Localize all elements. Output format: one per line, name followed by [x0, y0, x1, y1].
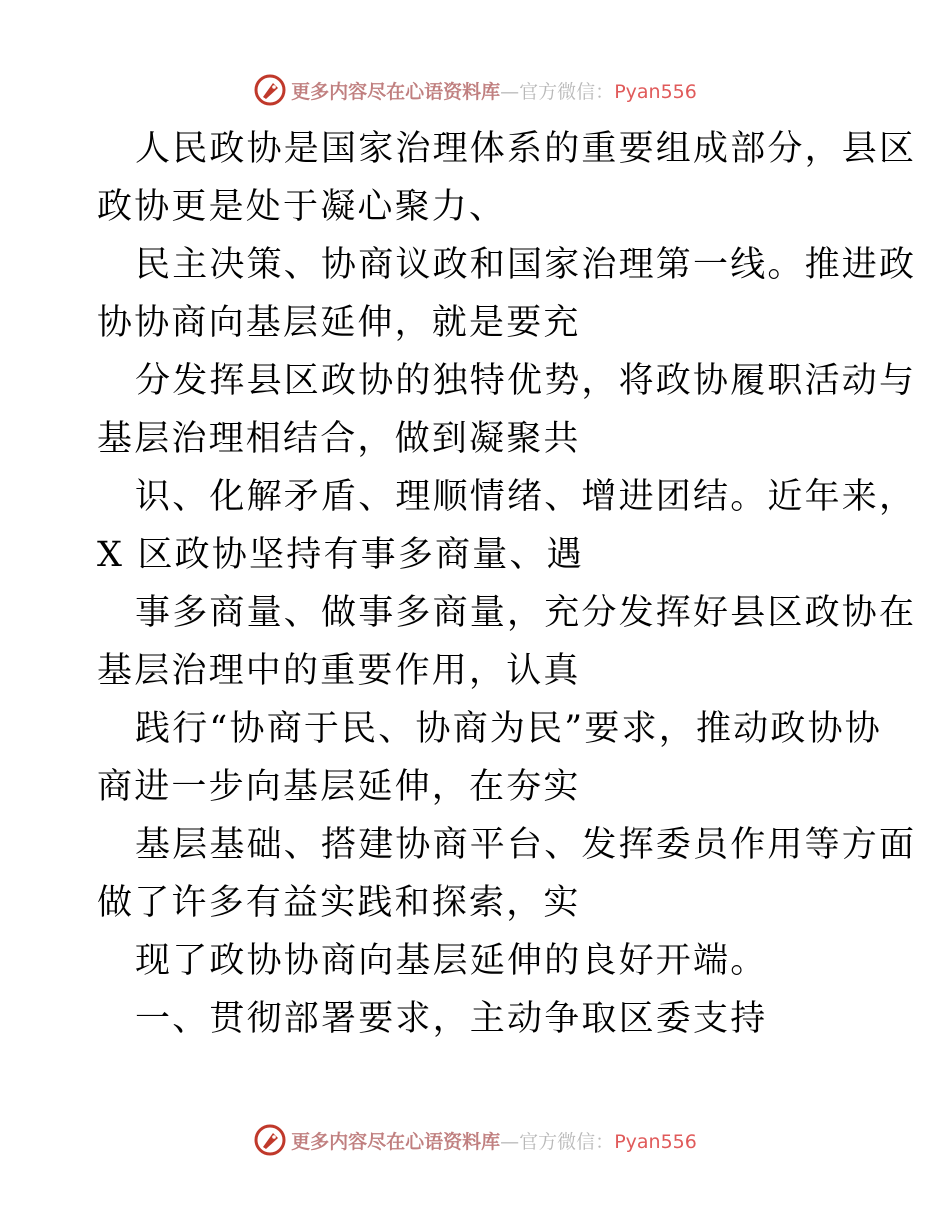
body-line: 分发挥县区政协的独特优势，将政协履职活动与 [135, 361, 917, 401]
watermark-main: 更多内容尽在心语资料库 [291, 1130, 501, 1153]
watermark-text [291, 1127, 697, 1154]
watermark-main: 更多内容尽在心语资料库 [291, 80, 501, 103]
body-line: 事多商量、做事多商量，充分发挥好县区政协在 [135, 593, 917, 633]
document-body [97, 120, 917, 1048]
watermark-wechat-id: Pyan556 [614, 1130, 697, 1153]
body-line: 基层治理相结合，做到凝聚共 [97, 419, 581, 459]
body-line: 践行“协商于民、协商为民”要求，推动政协协 [135, 709, 882, 749]
watermark-rest: 官方微信： [519, 1130, 615, 1153]
watermark-header [0, 70, 950, 110]
body-line: 做了许多有益实践和探索，实 [97, 883, 581, 923]
body-line: 现了政协协商向基层延伸的良好开端。 [135, 941, 768, 981]
watermark-footer [0, 1120, 950, 1160]
body-line: 基层治理中的重要作用，认真 [97, 651, 581, 691]
pen-nib-logo-icon [253, 73, 287, 107]
pen-nib-logo-icon [253, 1123, 287, 1157]
body-line: 商进一步向基层延伸，在夯实 [97, 767, 581, 807]
watermark-separator: — [500, 1130, 520, 1153]
body-line: 识、化解矛盾、理顺情绪、增进团结。近年来， [135, 477, 917, 517]
body-line: X 区政协坚持有事多商量、遇 [97, 535, 584, 575]
body-line: 政协更是处于凝心聚力、 [97, 187, 507, 227]
body-line: 人民政协是国家治理体系的重要组成部分，县区 [135, 129, 917, 169]
watermark-separator: — [500, 80, 520, 103]
body-line: 基层基础、搭建协商平台、发挥委员作用等方面 [135, 825, 917, 865]
body-line: 一、贯彻部署要求，主动争取区委支持 [135, 999, 768, 1039]
watermark-text [291, 77, 697, 104]
watermark-wechat-id: Pyan556 [614, 80, 697, 103]
body-line: 民主决策、协商议政和国家治理第一线。推进政 [135, 245, 917, 285]
body-line: 协协商向基层延伸，就是要充 [97, 303, 581, 343]
watermark-rest: 官方微信： [519, 80, 615, 103]
